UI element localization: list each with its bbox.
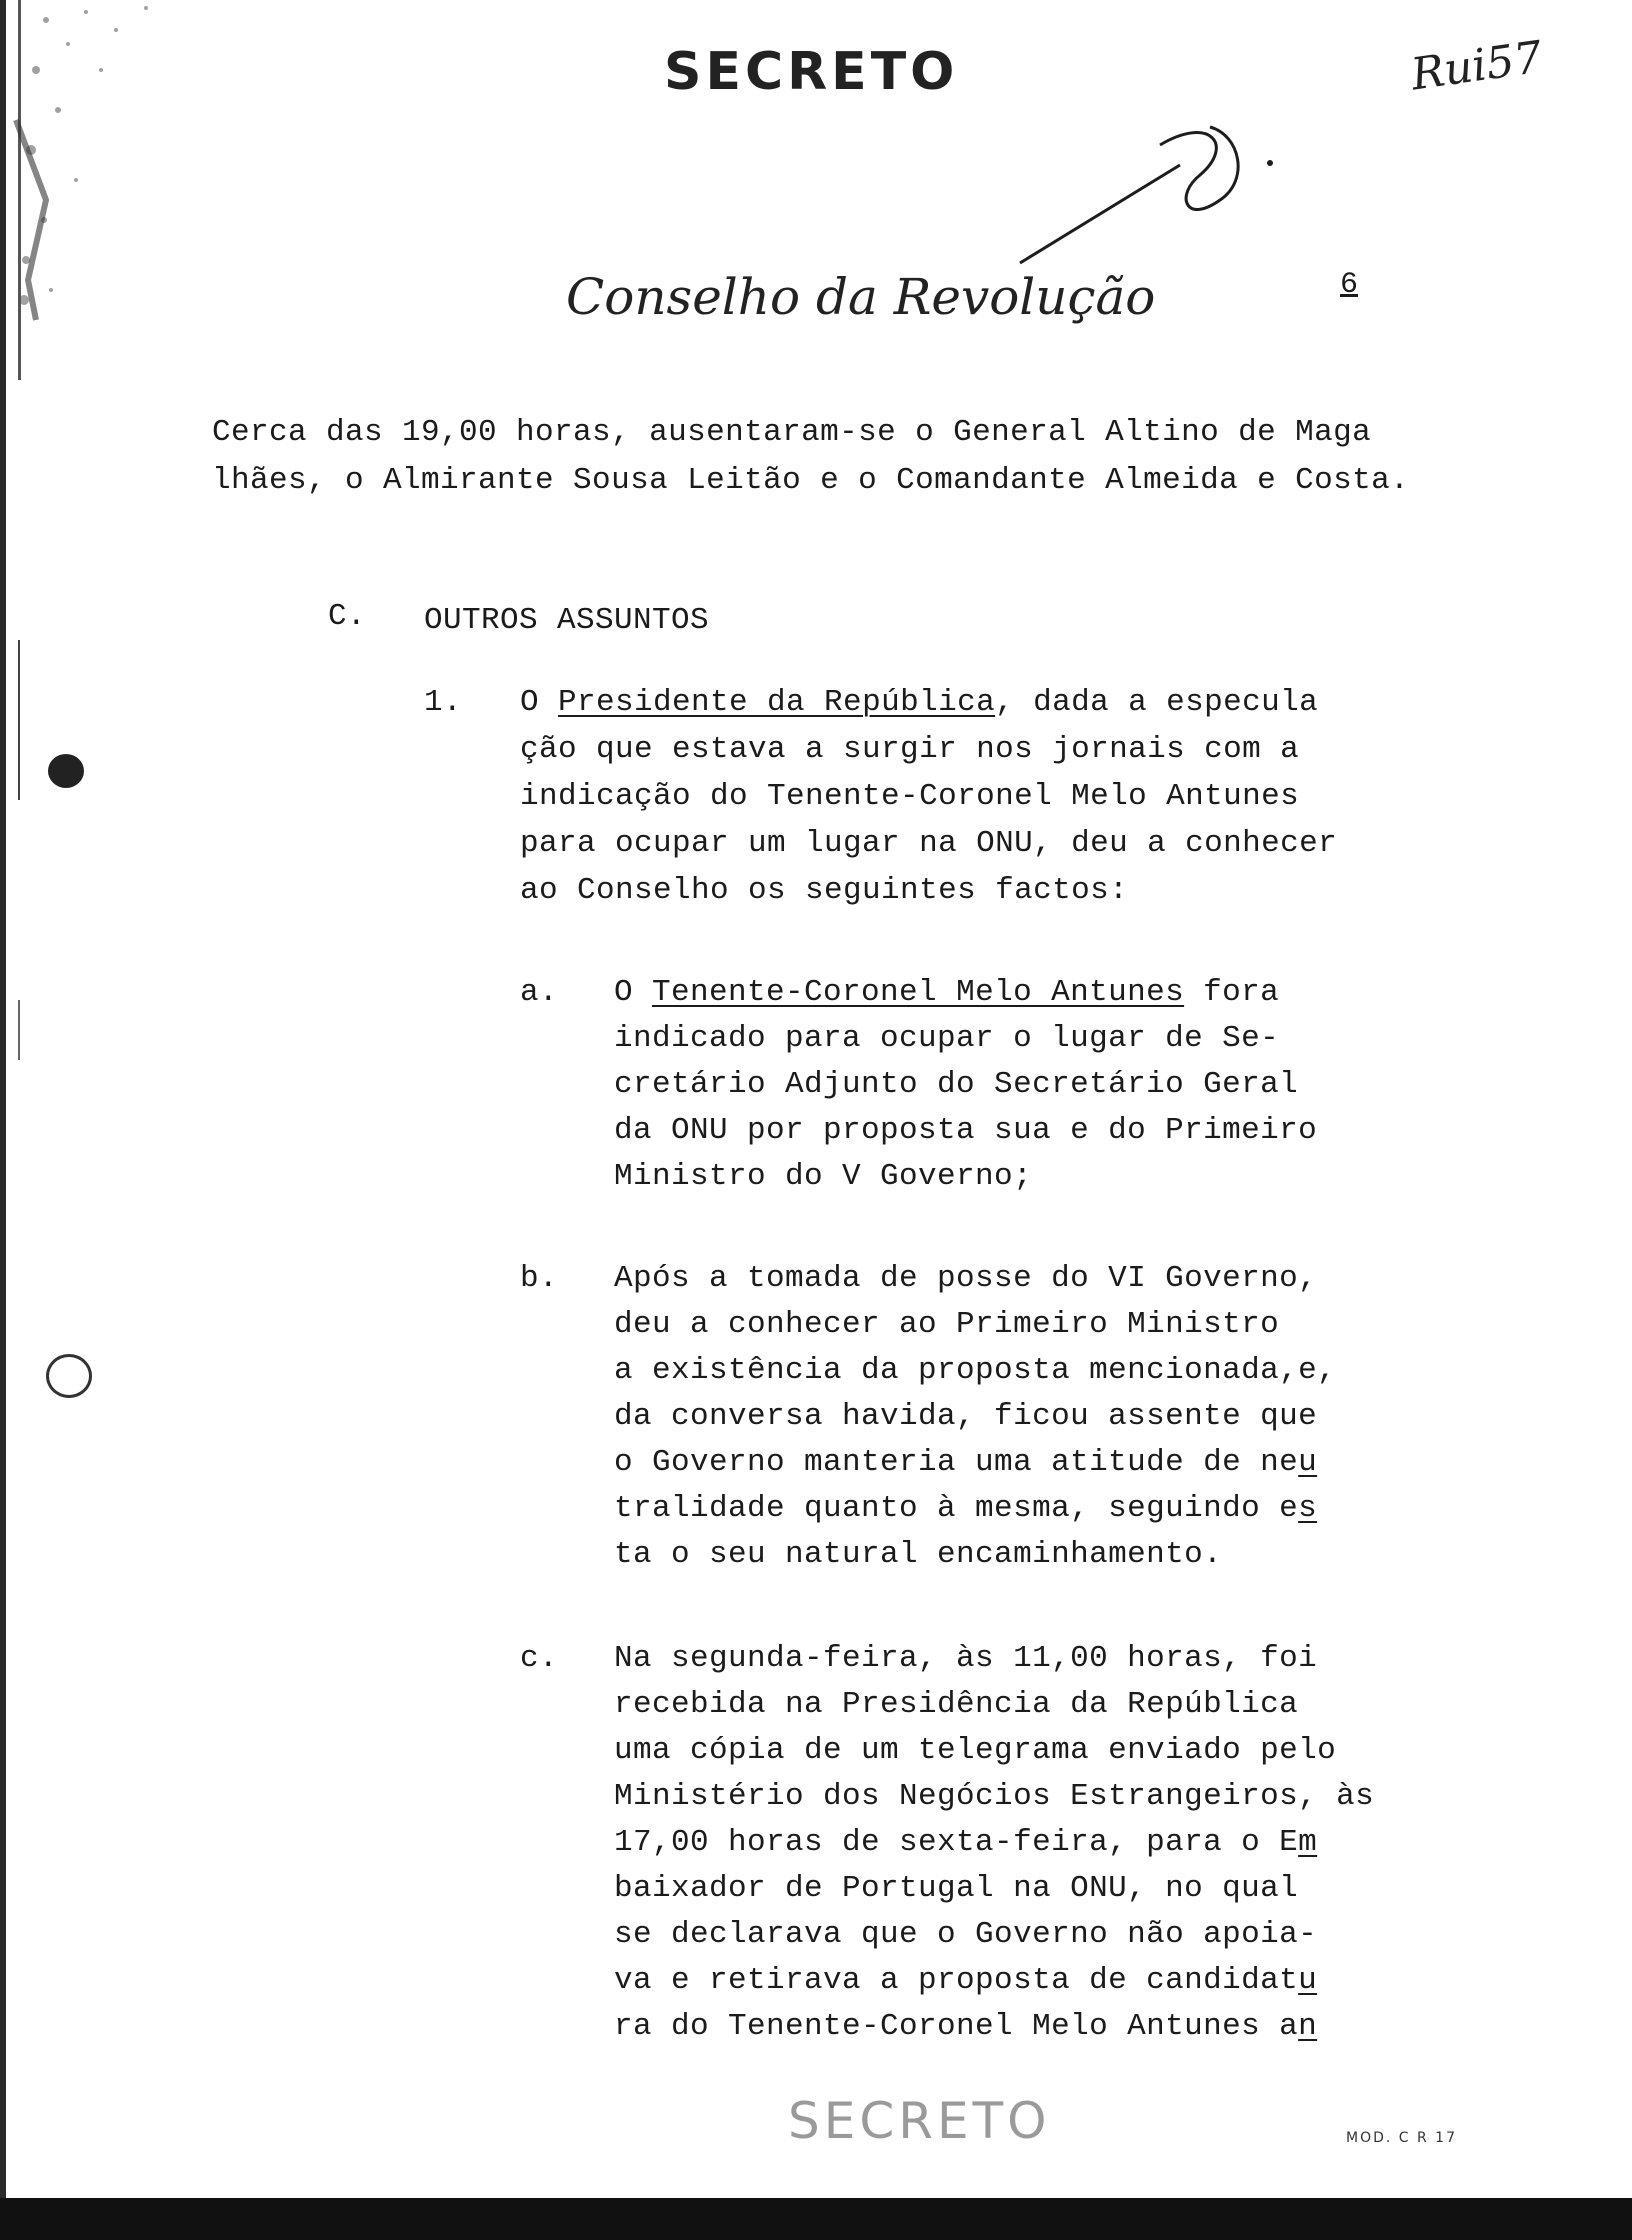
intro-line-2: lhães, o Almirante Sousa Leitão e o Comandante Almeida e Costa. bbox=[212, 463, 1410, 498]
paragraph-line: a existência da proposta mencionada,e, bbox=[614, 1353, 1337, 1388]
paragraph-line: baixador de Portugal na ONU, no qual bbox=[614, 1871, 1299, 1906]
binding-edge bbox=[0, 0, 34, 2240]
paragraph-line: Ministério dos Negócios Estrangeiros, às bbox=[614, 1779, 1375, 1814]
paragraph-line: ta o seu natural encaminhamento. bbox=[614, 1537, 1223, 1572]
paragraph-line: O Tenente-Coronel Melo Antunes fora bbox=[614, 975, 1280, 1010]
paragraph-line: ao Conselho os seguintes factos: bbox=[520, 873, 1129, 908]
subitem-letter: c. bbox=[520, 1641, 559, 1676]
paragraph-line: O Presidente da República, dada a especula bbox=[520, 685, 1319, 720]
subitem-letter: b. bbox=[520, 1261, 559, 1296]
paragraph-line: ra do Tenente-Coronel Melo Antunes an bbox=[614, 2009, 1318, 2044]
subitem-b-paragraph bbox=[614, 1256, 1336, 1578]
scan-bottom-edge bbox=[0, 2198, 1632, 2240]
item-number: 1. bbox=[424, 685, 463, 720]
paragraph-line: para ocupar um lugar na ONU, deu a conhecer bbox=[520, 826, 1338, 861]
page-number: 6 bbox=[1340, 268, 1359, 302]
section-letter: C. bbox=[328, 599, 367, 634]
paragraph-line: tralidade quanto à mesma, seguindo es bbox=[614, 1491, 1318, 1526]
subitem-a-paragraph bbox=[614, 970, 1317, 1200]
subitem-letter: a. bbox=[520, 975, 559, 1010]
classification-footer: SECRETO bbox=[788, 2092, 1051, 2150]
handwritten-note: Rui57 bbox=[1408, 31, 1546, 101]
classification-header: SECRETO bbox=[664, 42, 959, 102]
paragraph-line: o Governo manteria uma atitude de neu bbox=[614, 1445, 1318, 1480]
paragraph-line: Após a tomada de posse do VI Governo, bbox=[614, 1261, 1318, 1296]
paragraph-line: deu a conhecer ao Primeiro Ministro bbox=[614, 1307, 1280, 1342]
punch-hole-lower bbox=[46, 1354, 92, 1398]
handwritten-initials-signature bbox=[1010, 105, 1300, 270]
form-code: MOD. C R 17 bbox=[1346, 2130, 1457, 2146]
paragraph-line: va e retirava a proposta de candidatu bbox=[614, 1963, 1318, 1998]
scan-noise-top-left bbox=[6, 0, 236, 330]
paragraph-line: Na segunda-feira, às 11,00 horas, foi bbox=[614, 1641, 1318, 1676]
letterhead-council: Conselho da Revolução bbox=[566, 268, 1156, 326]
punch-hole-upper bbox=[48, 754, 84, 788]
section-title: OUTROS ASSUNTOS bbox=[424, 603, 710, 638]
subitem-c-paragraph bbox=[614, 1636, 1374, 2050]
intro-line-1: Cerca das 19,00 horas, ausentaram-se o General Altino de Maga bbox=[212, 415, 1372, 450]
paragraph-line: cretário Adjunto do Secretário Geral bbox=[614, 1067, 1299, 1102]
paragraph-line: Ministro do V Governo; bbox=[614, 1159, 1033, 1194]
paragraph-line: ção que estava a surgir nos jornais com a bbox=[520, 732, 1300, 767]
paragraph-line: da conversa havida, ficou assente que bbox=[614, 1399, 1318, 1434]
paragraph-line: indicação do Tenente-Coronel Melo Antunes bbox=[520, 779, 1300, 814]
item-1-paragraph bbox=[520, 680, 1337, 914]
paragraph-line: se declarava que o Governo não apoia- bbox=[614, 1917, 1318, 1952]
paragraph-line: recebida na Presidência da República bbox=[614, 1687, 1299, 1722]
paragraph-line: indicado para ocupar o lugar de Se- bbox=[614, 1021, 1280, 1056]
paragraph-line: da ONU por proposta sua e do Primeiro bbox=[614, 1113, 1318, 1148]
paragraph-line: 17,00 horas de sexta-feira, para o Em bbox=[614, 1825, 1318, 1860]
paragraph-line: uma cópia de um telegrama enviado pelo bbox=[614, 1733, 1337, 1768]
